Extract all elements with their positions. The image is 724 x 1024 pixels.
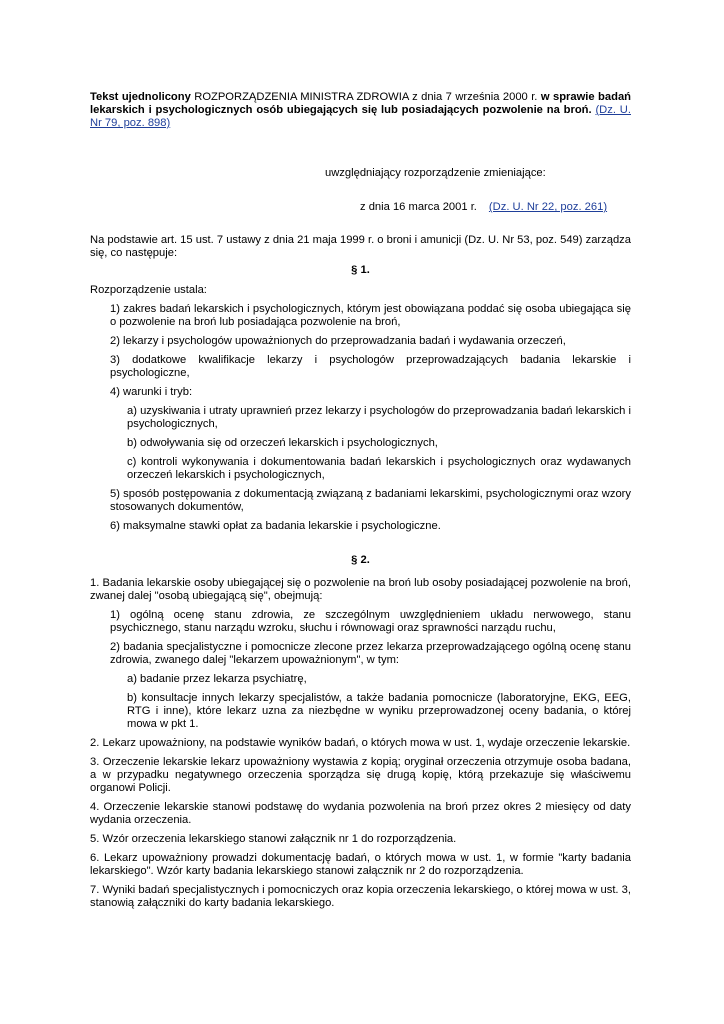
section-1-subitem-b: b) odwoływania się od orzeczeń lekarskich i psychologicznych, <box>127 437 438 449</box>
section-2-paragraph-2: 2. Lekarz upoważniony, na podstawie wyników badań, o których mowa w ust. 1, wydaje orzeczenie lekarskie. <box>90 737 631 749</box>
section-2-paragraph-3: 3. Orzeczenie lekarskie lekarz upoważniony wystawia z kopią; oryginał orzeczenia otrzymuje osoba badana, a w przypadku negatywnego orzeczenia sporządza się drugą kopię, którą przekazuje się właściwemu organowi Policji. <box>90 756 631 794</box>
section-2-item-1: 1) ogólną ocenę stanu zdrowia, ze szczególnym uwzględnieniem układu nerwowego, stanu psychicznego, stanu narządu wzroku, słuchu i równowagi oraz sprawności narządu ruchu, <box>110 609 631 634</box>
section-2-subitem-a: a) badanie przez lekarza psychiatrę, <box>127 673 307 685</box>
section-1-heading: § 1. <box>351 264 370 276</box>
section-1-subitem-c: c) kontroli wykonywania i dokumentowania badań lekarskich i psychologicznych oraz wydawanych orzeczeń lekarskich i psychologicznych, <box>127 456 631 481</box>
section-2-subitem-b: b) konsultacje innych lekarzy specjalistów, a także badania pomocnicze (laboratoryjne, EKG, EEG, RTG i inne), które lekarz uzna za niezbędne w wyniku przeprowadzonej oceny badania, o której mowa w pkt 1. <box>127 692 631 730</box>
title-bold-prefix: Tekst ujednolicony <box>90 91 191 103</box>
section-2-paragraph-6: 6. Lekarz upoważniony prowadzi dokumentację badań, o których mowa w ust. 1, w formie "karty badania lekarskiego". Wzór karty badania lekarskiego stanowi załącznik nr 2 do rozporządzenia. <box>90 852 631 877</box>
section-1-item-4: 4) warunki i tryb: <box>110 386 193 398</box>
section-1-item-6: 6) maksymalne stawki opłat za badania lekarskie i psychologiczne. <box>110 520 441 532</box>
section-2-paragraph-7: 7. Wyniki badań specjalistycznych i pomocniczych oraz kopia orzeczenia lekarskiego, o której mowa w ust. 3, stanowią załączniki do karty badania lekarskiego. <box>90 884 631 909</box>
amendment-date: z dnia 16 marca 2001 r. <box>360 201 477 213</box>
section-1-subitem-a: a) uzyskiwania i utraty uprawnień przez lekarzy i psychologów do przeprowadzania badań lekarskich i psychologicznych, <box>127 405 631 430</box>
section-1-intro: Rozporządzenie ustala: <box>90 284 207 296</box>
section-1-item-1: 1) zakres badań lekarskich i psychologicznych, którym jest obowiązana poddać się osoba ubiegająca się o pozwolenie na broń lub posiadająca pozwolenie na broń, <box>110 303 631 328</box>
section-1-item-5: 5) sposób postępowania z dokumentacją związaną z badaniami lekarskimi, psychologicznymi oraz wzory stosowanych dokumentów, <box>110 488 631 513</box>
section-2-item-2: 2) badania specjalistyczne i pomocnicze zlecone przez lekarza przeprowadzającego ogólną ocenę stanu zdrowia, zwanego dalej "lekarzem upoważnionym", w tym: <box>110 641 631 666</box>
amendment-journal-link[interactable]: (Dz. U. Nr 22, poz. 261) <box>488 201 608 213</box>
section-1-item-3: 3) dodatkowe kwalifikacje lekarzy i psychologów przeprowadzających badania lekarskie i psychologiczne, <box>110 354 631 379</box>
document-page <box>90 91 631 916</box>
section-2-heading: § 2. <box>351 554 370 566</box>
section-1-item-2: 2) lekarzy i psychologów upoważnionych do przeprowadzania badań i wydawania orzeczeń, <box>110 335 566 347</box>
document-title <box>90 91 631 130</box>
amendment-line <box>90 201 631 214</box>
section-2-paragraph-5: 5. Wzór orzeczenia lekarskiego stanowi załącznik nr 1 do rozporządzenia. <box>90 833 457 845</box>
amendment-intro: uwzględniający rozporządzenie zmieniające: <box>325 167 546 179</box>
title-journal-link[interactable]: (Dz. U. Nr 79, poz. 898) <box>90 104 631 129</box>
legal-basis: Na podstawie art. 15 ust. 7 ustawy z dnia 21 maja 1999 r. o broni i amunicji (Dz. U. Nr 53, poz. 549) zarządza się, co następuje: <box>90 234 631 259</box>
section-2-paragraph-1: 1. Badania lekarskie osoby ubiegającej się o pozwolenie na broń lub osoby posiadającej pozwolenie na broń, zwanej dalej "osobą ubiegającą się", obejmują: <box>90 577 631 602</box>
section-2-paragraph-4: 4. Orzeczenie lekarskie stanowi podstawę do wydania pozwolenia na broń przez okres 2 miesięcy od daty wydania orzeczenia. <box>90 801 631 826</box>
title-regulation-name: ROZPORZĄDZENIA MINISTRA ZDROWIA z dnia 7 września 2000 r. <box>190 91 541 103</box>
title-subject: w sprawie badań lekarskich i psychologicznych osób ubiegających się lub posiadających pozwolenie na broń. <box>90 91 631 116</box>
